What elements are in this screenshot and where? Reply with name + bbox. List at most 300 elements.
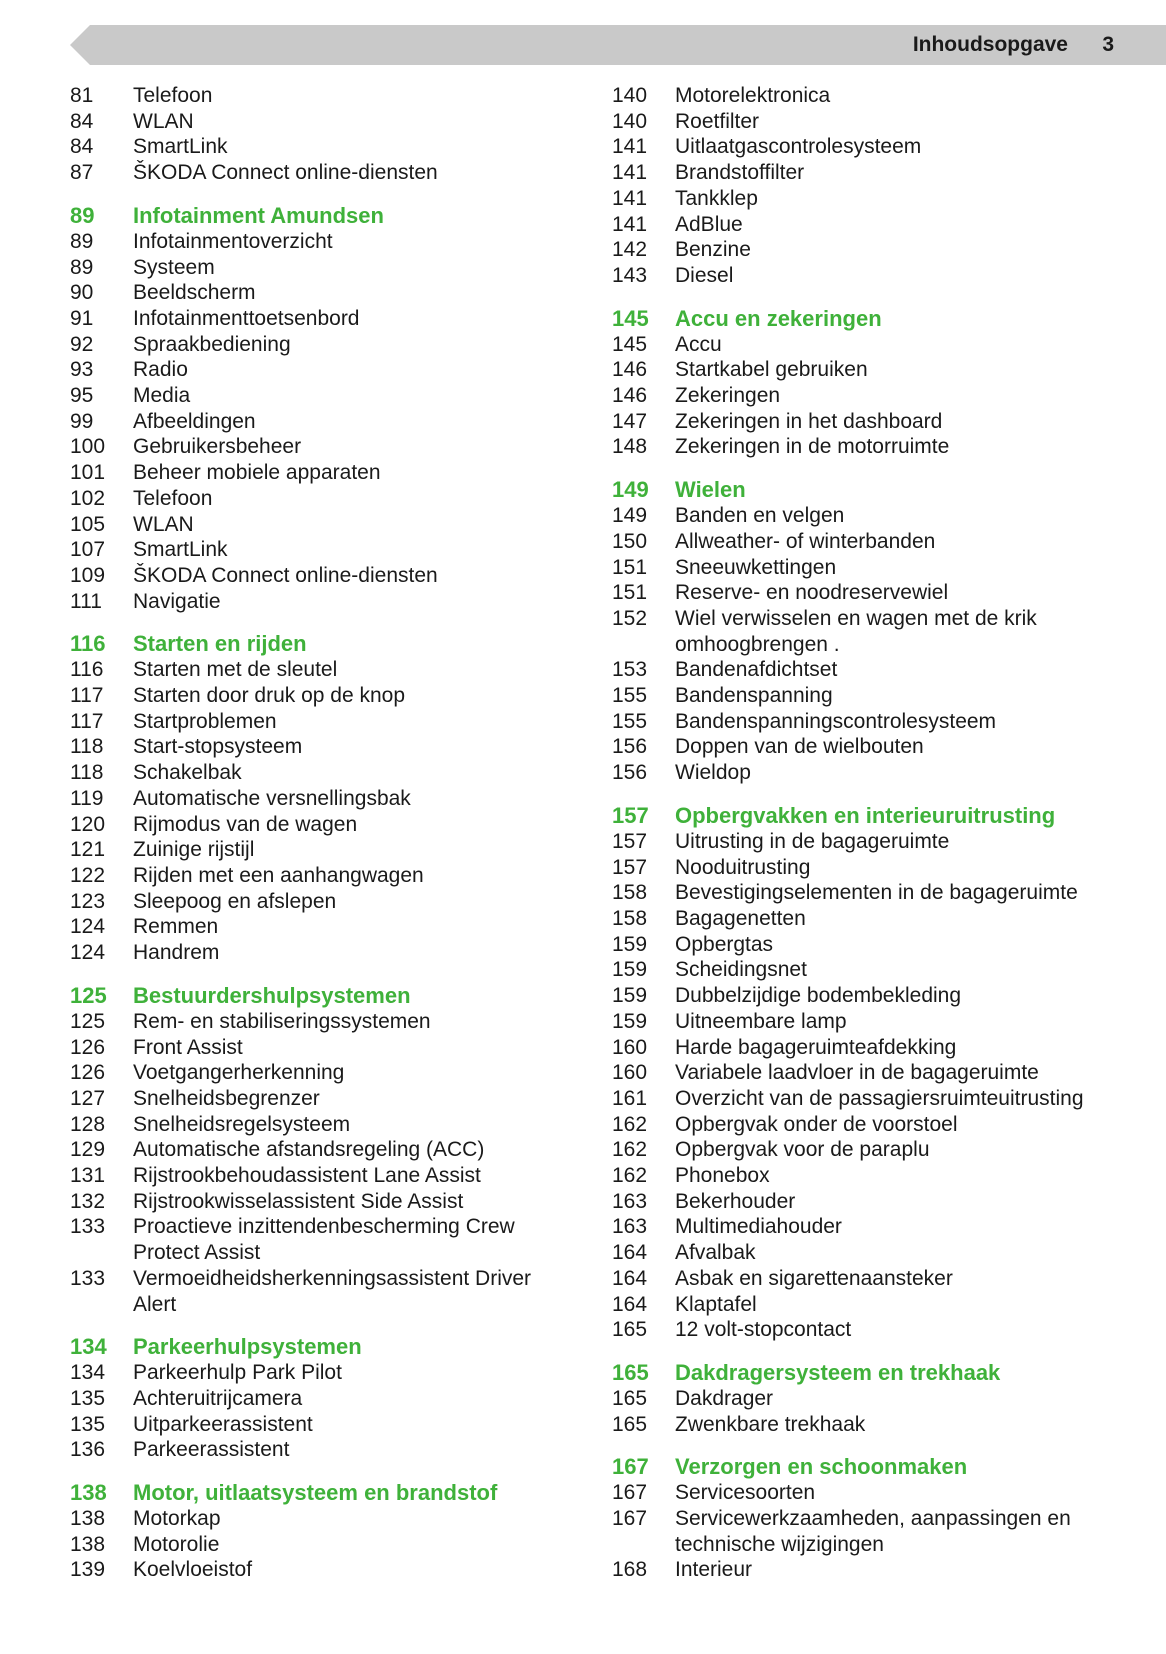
toc-page-number: 142 (612, 238, 648, 262)
toc-page-number: 105 (70, 512, 106, 536)
toc-title: Uitparkeerassistent (133, 1412, 313, 1436)
toc-title: Start-stopsysteem (133, 735, 303, 759)
toc-page-number: 87 (70, 161, 94, 185)
toc-title: Reserve- en noodreservewiel (675, 581, 949, 605)
toc-entry[interactable] (612, 1035, 1152, 1061)
toc-page-number: 117 (70, 684, 104, 708)
toc-title: Diesel (675, 263, 734, 287)
toc-title: Nooduitrusting (675, 855, 811, 879)
toc-title: Verzorgen en schoonmaken (675, 1454, 968, 1480)
toc-title: Opbergvakken en interieuruitrusting (675, 802, 1056, 828)
toc-entry[interactable] (70, 134, 570, 160)
toc-entry[interactable] (612, 657, 1152, 683)
toc-entry[interactable] (70, 1189, 570, 1215)
toc-title: Remmen (133, 915, 219, 939)
toc-page-number: 132 (70, 1189, 106, 1213)
page-title: Inhoudsopgave (912, 33, 1068, 56)
toc-entry[interactable] (612, 1292, 1152, 1318)
toc-entry[interactable] (70, 1412, 570, 1438)
toc-page-number: 124 (70, 915, 106, 939)
toc-page-number: 133 (70, 1266, 106, 1290)
toc-title: Opbergvak onder de voorstoel (675, 1112, 958, 1136)
toc-page-number: 159 (612, 958, 648, 982)
toc-entry[interactable] (70, 332, 570, 358)
toc-page-number: 159 (612, 1009, 648, 1033)
toc-title: Multimediahouder (675, 1215, 842, 1239)
toc-entry[interactable] (612, 160, 1152, 186)
toc-page-number: 162 (612, 1138, 648, 1162)
toc-page-number: 151 (612, 581, 648, 605)
toc-entry[interactable] (612, 555, 1152, 581)
toc-page-number: 156 (612, 761, 648, 785)
toc-title: AdBlue (675, 212, 743, 236)
toc-title: Parkeerassistent (133, 1438, 290, 1462)
toc-page-number: 102 (70, 486, 106, 510)
toc-title: Phonebox (675, 1164, 770, 1188)
toc-entry[interactable] (70, 563, 570, 589)
toc-title: Gebruikersbeheer (133, 435, 302, 459)
toc-title: Sleepoog en afslepen (133, 889, 337, 913)
toc-title: Rijden met een aanhangwagen (133, 863, 424, 887)
toc-entry[interactable] (70, 1437, 570, 1463)
toc-title: Zwenkbare trekhaak (675, 1412, 866, 1436)
toc-title: Allweather- of winterbanden (675, 529, 936, 553)
toc-title: Overzicht van de passagiersruimteuitrusting (675, 1086, 1084, 1110)
toc-title: Rijstrookwisselassistent Side Assist (133, 1189, 464, 1213)
toc-entry[interactable] (612, 880, 1152, 906)
toc-title: Parkeerhulp Park Pilot (133, 1361, 342, 1385)
toc-title: Dakdragersysteem en trekhaak (675, 1359, 1001, 1385)
toc-entry[interactable] (612, 760, 1152, 786)
toc-page-number: 162 (612, 1112, 648, 1136)
toc-page-number: 89 (70, 255, 94, 279)
toc-title: Startproblemen (133, 709, 277, 733)
toc-entry[interactable] (612, 855, 1152, 881)
toc-page-number: 100 (70, 435, 106, 459)
toc-title: Dubbelzijdige bodembekleding (675, 984, 962, 1008)
toc-title: Starten met de sleutel (133, 658, 338, 682)
toc-title: Uitrusting in de bagageruimte (675, 829, 950, 853)
toc-title: Koelvloeistof (133, 1558, 253, 1582)
toc-page-number: 165 (612, 1412, 648, 1436)
toc-page-number: 120 (70, 812, 106, 836)
toc-page-number: 163 (612, 1215, 648, 1239)
toc-entry[interactable] (612, 434, 1152, 460)
toc-entry[interactable] (70, 409, 570, 435)
toc-page-number: 158 (612, 906, 648, 930)
toc-title: Tankklep (675, 186, 758, 210)
toc-page-number: 138 (70, 1507, 106, 1531)
toc-entry[interactable] (70, 280, 570, 306)
toc-entry[interactable] (70, 837, 570, 863)
toc-entry[interactable] (70, 255, 570, 281)
toc-entry[interactable] (612, 383, 1152, 409)
toc-title: Motorkap (133, 1507, 221, 1531)
toc-entry[interactable] (612, 237, 1152, 263)
toc-page-number: 159 (612, 984, 648, 1008)
toc-entry[interactable] (612, 1060, 1152, 1086)
toc-entry[interactable] (70, 512, 570, 538)
toc-entry[interactable] (612, 983, 1152, 1009)
toc-page-number: 141 (612, 212, 648, 236)
toc-title: Rijmodus van de wagen (133, 812, 358, 836)
toc-title: Startkabel gebruiken (675, 358, 868, 382)
toc-page-number: 84 (70, 135, 94, 159)
toc-entry[interactable] (612, 1266, 1152, 1292)
toc-entry[interactable] (612, 906, 1152, 932)
toc-page-number: 168 (612, 1558, 648, 1582)
toc-title: Roetfilter (675, 109, 760, 133)
toc-page-number: 165 (612, 1386, 648, 1410)
toc-title: Handrem (133, 941, 220, 965)
toc-entry[interactable] (70, 383, 570, 409)
toc-section-heading[interactable] (70, 983, 570, 1009)
toc-entry[interactable] (70, 734, 570, 760)
toc-page-number: 157 (612, 829, 648, 853)
toc-page-number: 148 (612, 435, 648, 459)
toc-entry[interactable] (70, 812, 570, 838)
toc-entry[interactable] (612, 606, 1152, 657)
toc-entry[interactable] (612, 1189, 1152, 1215)
toc-page-number: 91 (70, 306, 94, 330)
toc-entry[interactable] (70, 863, 570, 889)
toc-entry[interactable] (612, 1412, 1152, 1438)
toc-page-number: 81 (70, 84, 94, 107)
toc-title: Infotainment Amundsen (133, 202, 384, 228)
toc-page-number: 164 (612, 1266, 648, 1290)
toc-title: Starten en rijden (133, 631, 307, 657)
toc-title: Uitneembare lamp (675, 1009, 847, 1033)
toc-entry[interactable] (612, 109, 1152, 135)
toc-page-number: 136 (70, 1438, 106, 1462)
toc-title: Zekeringen (675, 384, 781, 408)
toc-title: Beheer mobiele apparaten (133, 461, 381, 485)
toc-title: Proactieve inzittendenbescherming Crew Protect Assist (133, 1215, 515, 1265)
toc-entry[interactable] (70, 760, 570, 786)
toc-page-number: 122 (70, 863, 106, 887)
toc-page-number: 129 (70, 1138, 106, 1162)
toc-title: Interieur (675, 1558, 753, 1582)
toc-title: Media (133, 384, 191, 408)
toc-title: 12 volt-stopcontact (675, 1318, 852, 1342)
toc-entry[interactable] (612, 1086, 1152, 1112)
toc-entry[interactable] (612, 932, 1152, 958)
toc-title: Bandenspanning (675, 684, 833, 708)
toc-entry[interactable] (70, 1360, 570, 1386)
toc-entry[interactable] (70, 1035, 570, 1061)
toc-page-number: 117 (70, 709, 104, 733)
toc-title: Scheidingsnet (675, 958, 807, 982)
toc-entry[interactable] (612, 709, 1152, 735)
toc-page-number: 141 (612, 186, 648, 210)
toc-entry[interactable] (70, 357, 570, 383)
toc-page-number: 92 (70, 332, 94, 356)
toc-entry[interactable] (70, 683, 570, 709)
toc-entry[interactable] (612, 734, 1152, 760)
toc-page-number: 167 (612, 1507, 648, 1531)
toc-page-number: 93 (70, 358, 94, 382)
toc-title: WLAN (133, 109, 194, 133)
toc-page-number: 134 (70, 1361, 106, 1385)
toc-page-number: 165 (612, 1318, 648, 1342)
toc-title: Opbergtas (675, 932, 774, 956)
toc-title: ŠKODA Connect online-diensten (133, 161, 438, 185)
toc-title: Front Assist (133, 1035, 243, 1059)
toc-entry[interactable] (612, 1137, 1152, 1163)
toc-page-number: 145 (612, 332, 648, 356)
toc-title: Benzine (675, 238, 751, 262)
toc-page-number: 118 (70, 735, 104, 759)
toc-entry[interactable] (70, 914, 570, 940)
toc-entry[interactable] (70, 306, 570, 332)
toc-entry[interactable] (612, 829, 1152, 855)
toc-title: Vermoeidheidsherkenningsassistent Driver Alert (133, 1266, 532, 1316)
toc-entry[interactable] (70, 1060, 570, 1086)
toc-title: Navigatie (133, 589, 221, 613)
toc-entry[interactable] (70, 1009, 570, 1035)
toc-title: Beeldscherm (133, 281, 256, 305)
toc-page-number: 162 (612, 1164, 648, 1188)
toc-entry[interactable] (70, 589, 570, 615)
toc-section-heading[interactable] (70, 1334, 570, 1360)
toc-entry[interactable] (612, 580, 1152, 606)
toc-page-number: 155 (612, 709, 648, 733)
toc-title: WLAN (133, 512, 194, 536)
toc-page-number: 141 (612, 161, 648, 185)
toc-entry[interactable] (612, 1386, 1152, 1412)
toc-entry[interactable] (70, 1506, 570, 1532)
toc-title: Infotainmenttoetsenbord (133, 306, 360, 330)
toc-title: Bandenspanningscontrolesysteem (675, 709, 997, 733)
toc-page-number: 159 (612, 932, 648, 956)
toc-page-number: 152 (612, 606, 648, 630)
toc-entry[interactable] (612, 1163, 1152, 1189)
toc-page-number: 167 (612, 1454, 649, 1480)
toc-title: Klaptafel (675, 1292, 757, 1316)
toc-page-number: 149 (612, 504, 648, 528)
toc-page-number: 164 (612, 1241, 648, 1265)
toc-page-number: 90 (70, 281, 94, 305)
toc-page-number: 139 (70, 1558, 106, 1582)
toc-page-number: 121 (70, 838, 106, 862)
toc-page-number: 141 (612, 135, 648, 159)
toc-entry[interactable] (612, 83, 1152, 109)
toc-page-number: 157 (612, 802, 649, 828)
toc-title: Spraakbediening (133, 332, 291, 356)
toc-title: Accu en zekeringen (675, 305, 882, 331)
toc-entry[interactable] (612, 186, 1152, 212)
toc-title: Zekeringen in het dashboard (675, 409, 943, 433)
toc-page-number: 116 (70, 658, 104, 682)
toc-entry[interactable] (612, 332, 1152, 358)
toc-page-number: 145 (612, 305, 649, 331)
toc-entry[interactable] (612, 529, 1152, 555)
toc-title: Dakdrager (675, 1386, 774, 1410)
toc-title: Asbak en sigarettenaansteker (675, 1266, 953, 1290)
toc-page-number: 147 (612, 409, 648, 433)
toc-page-number: 138 (70, 1480, 107, 1506)
toc-entry[interactable] (70, 657, 570, 683)
toc-page-number: 89 (70, 229, 94, 253)
toc-entry[interactable] (70, 486, 570, 512)
toc-page-number: 127 (70, 1086, 106, 1110)
toc-title: Automatische versnellingsbak (133, 786, 411, 810)
toc-entry[interactable] (70, 1266, 570, 1317)
toc-title: Afvalbak (675, 1241, 756, 1265)
toc-page-number: 101 (70, 461, 106, 485)
toc-title: Motor, uitlaatsysteem en brandstof (133, 1480, 498, 1506)
toc-page-number: 161 (612, 1086, 648, 1110)
toc-page-number: 156 (612, 735, 648, 759)
toc-title: Rem- en stabiliseringssystemen (133, 1009, 431, 1033)
toc-title: Brandstoffilter (675, 161, 805, 185)
toc-entry[interactable] (612, 1214, 1152, 1240)
toc-entry[interactable] (612, 1557, 1152, 1583)
toc-title: Harde bagageruimteafdekking (675, 1035, 957, 1059)
toc-entry[interactable] (70, 83, 570, 109)
toc-entry[interactable] (70, 786, 570, 812)
toc-page-number: 135 (70, 1412, 106, 1436)
toc-title: Variabele laadvloer in de bagageruimte (675, 1061, 1039, 1085)
toc-page-number: 125 (70, 1009, 106, 1033)
toc-entry[interactable] (70, 160, 570, 186)
toc-title: Wielen (675, 477, 746, 503)
toc-page-number: 111 (70, 589, 102, 613)
toc-entry[interactable] (70, 537, 570, 563)
toc-entry[interactable] (70, 889, 570, 915)
toc-title: Motorolie (133, 1532, 220, 1556)
toc-title: Radio (133, 358, 188, 382)
toc-title: Infotainmentoverzicht (133, 229, 333, 253)
toc-entry[interactable] (612, 1317, 1152, 1343)
toc-title: ŠKODA Connect online-diensten (133, 563, 438, 587)
toc-title: Snelheidsbegrenzer (133, 1086, 320, 1110)
toc-entry[interactable] (612, 1480, 1152, 1506)
toc-page-number: 89 (70, 202, 95, 228)
toc-title: Voetgangerherkenning (133, 1061, 345, 1085)
toc-page-number: 146 (612, 358, 648, 382)
toc-entry[interactable] (70, 460, 570, 486)
toc-section-heading[interactable] (612, 1454, 1152, 1480)
toc-entry[interactable] (70, 1137, 570, 1163)
toc-page-number: 133 (70, 1215, 106, 1239)
toc-right-column (612, 83, 1152, 1583)
toc-title: Bekerhouder (675, 1189, 796, 1213)
toc-entry[interactable] (612, 957, 1152, 983)
toc-entry[interactable] (612, 263, 1152, 289)
toc-page-number: 150 (612, 529, 648, 553)
toc-page-number: 116 (70, 631, 106, 657)
toc-title: Automatische afstandsregeling (ACC) (133, 1138, 485, 1162)
toc-title: Telefoon (133, 486, 213, 510)
toc-section-heading[interactable] (612, 803, 1152, 829)
toc-title: Achteruitrijcamera (133, 1386, 303, 1410)
toc-page-number: 125 (70, 982, 107, 1008)
toc-page-number: 157 (612, 855, 648, 879)
toc-title: Zuinige rijstijl (133, 838, 255, 862)
toc-title: Bagagenetten (675, 906, 806, 930)
toc-entry[interactable] (612, 1009, 1152, 1035)
toc-entry[interactable] (70, 229, 570, 255)
toc-page-number: 140 (612, 84, 648, 107)
toc-entry[interactable] (612, 683, 1152, 709)
toc-entry[interactable] (70, 1163, 570, 1189)
toc-title: Systeem (133, 255, 215, 279)
toc-page-number: 126 (70, 1061, 106, 1085)
toc-page-number: 160 (612, 1035, 648, 1059)
toc-entry[interactable] (70, 1386, 570, 1412)
toc-page-number: 143 (612, 263, 648, 287)
toc-page-number: 151 (612, 555, 648, 579)
toc-entry[interactable] (612, 1112, 1152, 1138)
toc-title: Starten door druk op de knop (133, 684, 406, 708)
toc-entry[interactable] (70, 1557, 570, 1583)
toc-title: Bandenafdichtset (675, 658, 838, 682)
toc-title: Motorelektronica (675, 84, 831, 107)
toc-section-heading[interactable] (612, 477, 1152, 503)
toc-page-number: 164 (612, 1292, 648, 1316)
toc-entry[interactable] (70, 1112, 570, 1138)
toc-title: Uitlaatgascontrolesysteem (675, 135, 922, 159)
toc-page-number: 119 (70, 786, 104, 810)
toc-title: Sneeuwkettingen (675, 555, 837, 579)
toc-section-heading[interactable] (70, 203, 570, 229)
toc-entry[interactable] (612, 212, 1152, 238)
toc-page-number: 109 (70, 563, 106, 587)
toc-page-number: 167 (612, 1481, 648, 1505)
toc-entry[interactable] (612, 503, 1152, 529)
toc-entry[interactable] (70, 434, 570, 460)
toc-page-number: 163 (612, 1189, 648, 1213)
toc-entry[interactable] (70, 1532, 570, 1558)
toc-entry[interactable] (612, 134, 1152, 160)
toc-section-heading[interactable] (70, 631, 570, 657)
toc-page-number: 135 (70, 1386, 106, 1410)
toc-title: Servicesoorten (675, 1481, 816, 1505)
toc-title: Rijstrookbehoudassistent Lane Assist (133, 1164, 481, 1188)
toc-page-number: 99 (70, 409, 94, 433)
toc-entry[interactable] (70, 709, 570, 735)
toc-title: Bevestigingselementen in de bagageruimte (675, 881, 1078, 905)
toc-title: SmartLink (133, 135, 228, 159)
toc-title: Telefoon (133, 84, 213, 107)
toc-entry[interactable] (70, 109, 570, 135)
toc-section-heading[interactable] (70, 1480, 570, 1506)
toc-entry[interactable] (70, 1086, 570, 1112)
toc-title: Opbergvak voor de paraplu (675, 1138, 930, 1162)
toc-entry[interactable] (612, 409, 1152, 435)
toc-entry[interactable] (70, 940, 570, 966)
toc-entry[interactable] (612, 1506, 1152, 1557)
toc-entry[interactable] (612, 357, 1152, 383)
toc-page-number: 123 (70, 889, 106, 913)
page-number: 3 (1102, 33, 1114, 56)
toc-page-number: 131 (70, 1164, 106, 1188)
toc-entry[interactable] (612, 1240, 1152, 1266)
toc-page-number: 134 (70, 1334, 107, 1360)
toc-section-heading[interactable] (612, 306, 1152, 332)
toc-title: Zekeringen in de motorruimte (675, 435, 950, 459)
toc-title: Doppen van de wielbouten (675, 735, 924, 759)
toc-section-heading[interactable] (612, 1360, 1152, 1386)
toc-page-number: 146 (612, 384, 648, 408)
toc-title: Afbeeldingen (133, 409, 256, 433)
toc-title: Wiel verwisselen en wagen met de krik omhoogbrengen . (675, 606, 1037, 656)
toc-page-number: 107 (70, 538, 106, 562)
toc-page-number: 118 (70, 761, 104, 785)
toc-page-number: 138 (70, 1532, 106, 1556)
toc-entry[interactable] (70, 1214, 570, 1265)
